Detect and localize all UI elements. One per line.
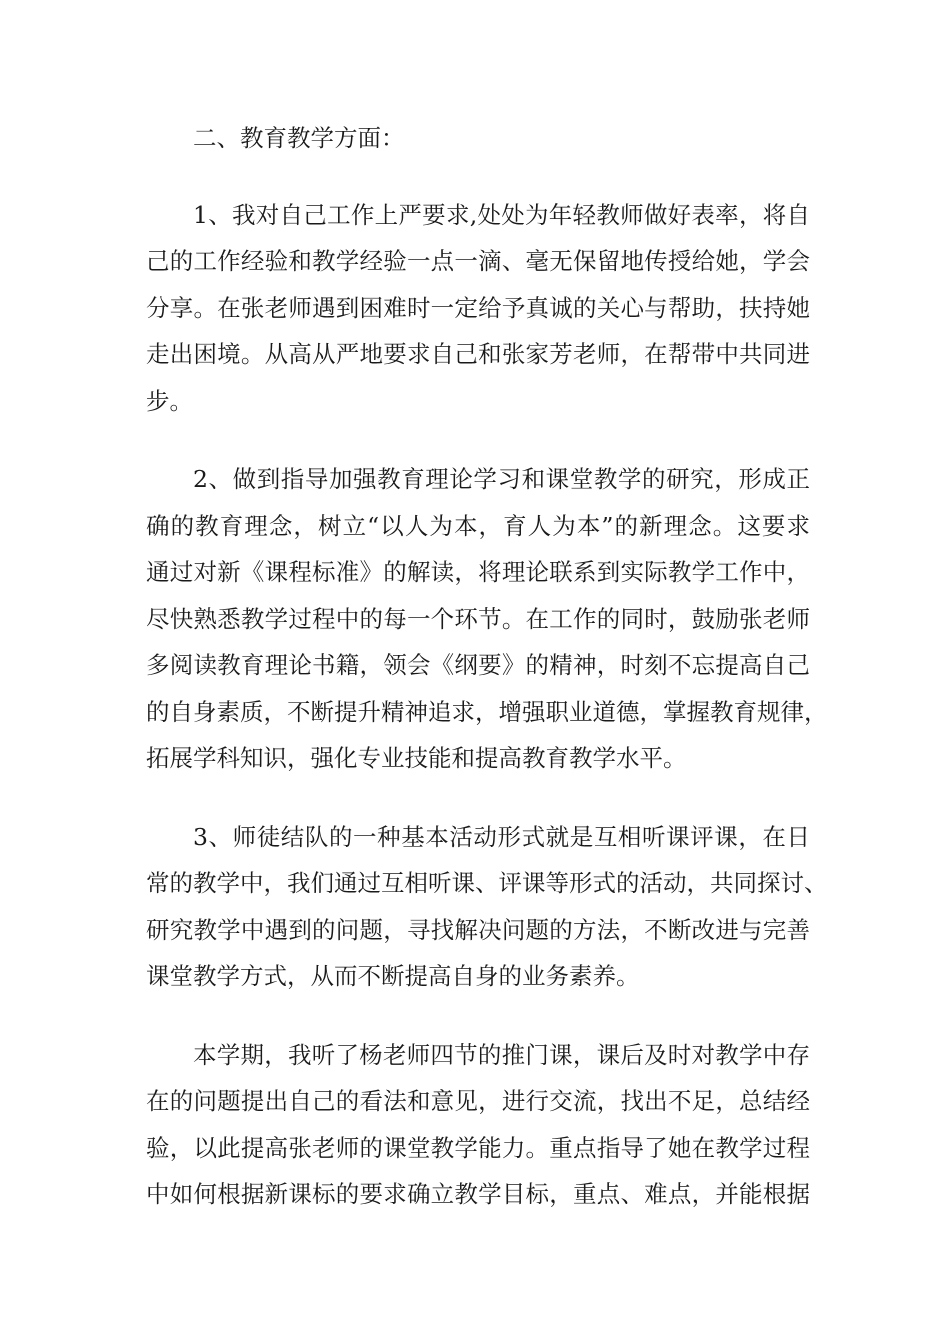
paragraph-line: 中如何根据新课标的要求确立教学目标，重点、难点，并能根据 — [146, 1180, 810, 1208]
paragraph-line: 的自身素质，不断提升精神追求，增强职业道德，掌握教育规律， — [146, 697, 828, 726]
document-body — [146, 115, 828, 1250]
section-heading: 二、教育教学方面： — [193, 124, 405, 152]
paragraph-line: 确的教育理念，树立“以人为本，育人为本”的新理念。这要求 — [146, 511, 810, 540]
paragraph-line: 本学期，我听了杨老师四节的推门课，课后及时对教学中存 — [193, 1040, 810, 1069]
paragraph-line: 研究教学中遇到的问题，寻找解决问题的方法，不断改进与完善 — [146, 915, 810, 944]
paragraph-1 — [146, 192, 810, 425]
paragraph-line: 分享。在张老师遇到困难时一定给予真诚的关心与帮助，扶持她 — [146, 293, 810, 322]
paragraph-3 — [146, 814, 828, 1000]
paragraph-line: 课堂教学方式，从而不断提高自身的业务素养。 — [146, 962, 640, 990]
paragraph-line: 3、师徒结队的一种基本活动形式就是互相听课评课，在日 — [193, 822, 810, 851]
paragraph-line: 在的问题提出自己的看法和意见，进行交流，找出不足，总结经 — [146, 1087, 810, 1115]
paragraph-line: 尽快熟悉教学过程中的每一个环节。在工作的同时，鼓励张老师 — [146, 604, 810, 633]
paragraph-line: 走出困境。从高从严地要求自己和张家芳老师，在帮带中共同进 — [146, 340, 810, 368]
paragraph-line: 步。 — [146, 386, 193, 415]
paragraph-line: 验，以此提高张老师的课堂教学能力。重点指导了她在教学过程 — [146, 1133, 810, 1162]
section-heading-block — [146, 115, 810, 162]
paragraph-line: 常的教学中，我们通过互相听课、评课等形式的活动，共同探讨、 — [146, 869, 828, 897]
paragraph-line: 1、我对自己工作上严要求,处处为年轻教师做好表率，将自 — [193, 200, 810, 229]
paragraph-line: 拓展学科知识，强化专业技能和提高教育教学水平。 — [146, 744, 687, 772]
paragraph-line: 多阅读教育理论书籍，领会《纲要》的精神，时刻不忘提高自己 — [146, 651, 810, 679]
paragraph-4 — [146, 1032, 810, 1218]
paragraph-2 — [146, 456, 828, 782]
paragraph-line: 己的工作经验和教学经验一点一滴、毫无保留地传授给她，学会 — [146, 247, 810, 275]
paragraph-line: 2、做到指导加强教育理论学习和课堂教学的研究，形成正 — [193, 465, 810, 493]
paragraph-line: 通过对新《课程标准》的解读，将理论联系到实际教学工作中， — [146, 558, 810, 586]
